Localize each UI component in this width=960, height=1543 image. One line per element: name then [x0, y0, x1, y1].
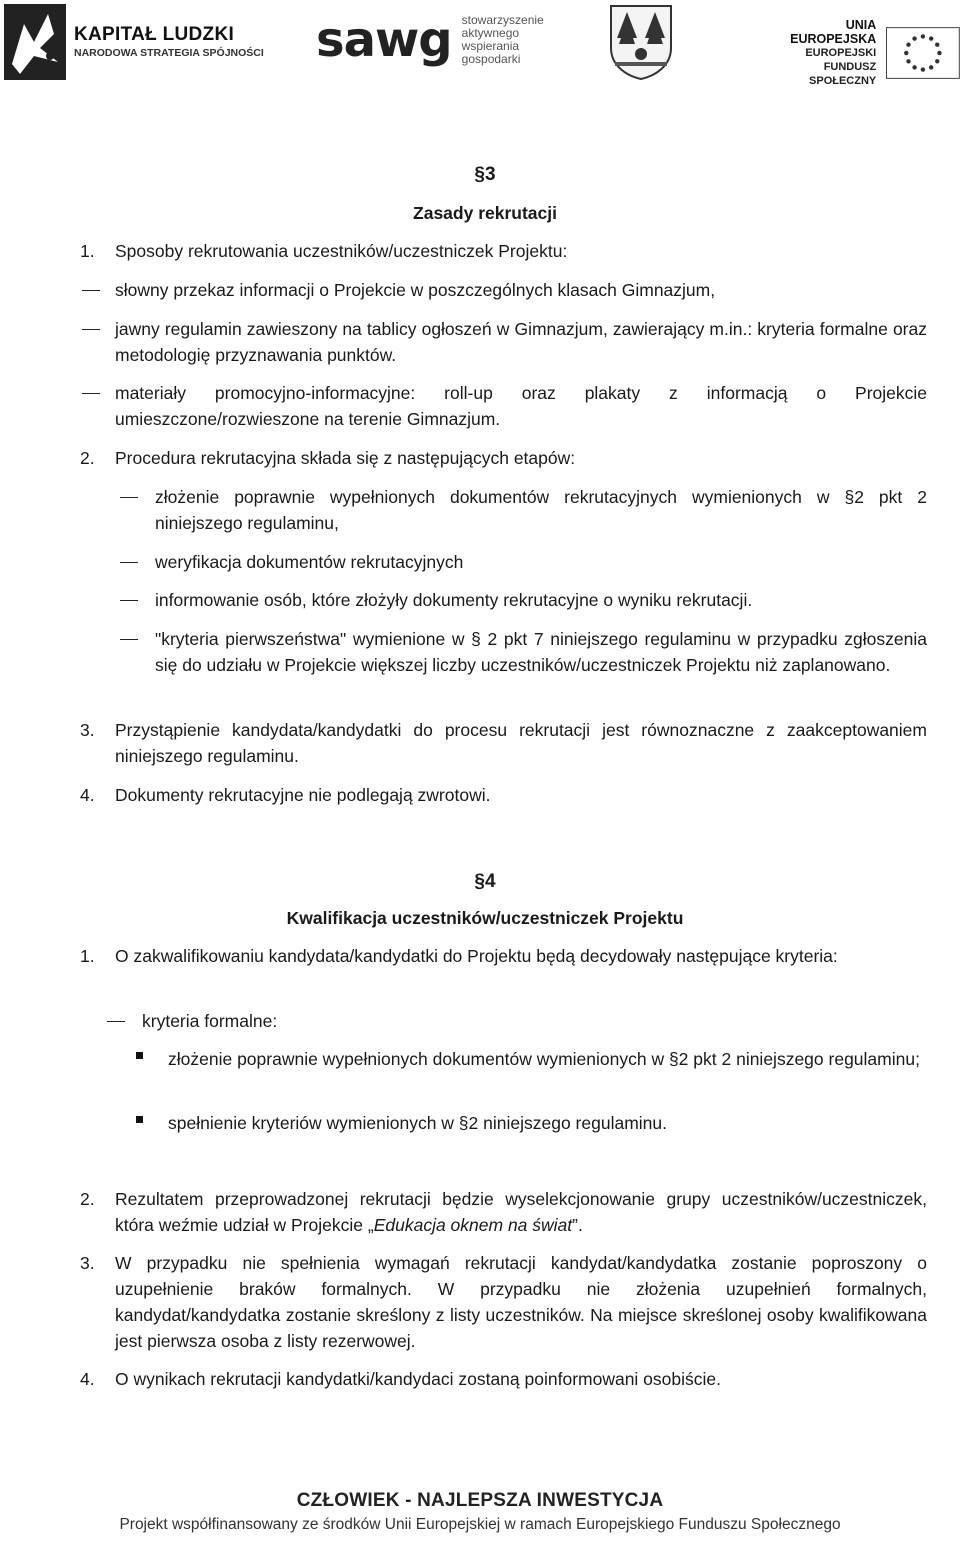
sawg-desc-line: stowarzyszenie	[461, 13, 544, 27]
s3-p4-number: 4.	[80, 785, 95, 805]
square-bullet	[136, 1052, 143, 1059]
s3-p2-item: złożenie poprawnie wypełnionych dokumentów rekrutacyjnych wymienionych w §2 pkt 2 niniejszego regulaminu,	[155, 487, 927, 533]
dash-bullet	[120, 600, 138, 601]
s4-sub-item: złożenie poprawnie wypełnionych dokumentów wymienionych w §2 pkt 2 niniejszego regulaminu;	[168, 1049, 920, 1069]
square-bullet	[136, 1116, 143, 1123]
dash-bullet	[82, 290, 100, 291]
s4-p1-number: 1.	[80, 946, 95, 966]
s4-p2-text-start: Rezultatem przeprowadzonej rekrutacji będzie wyselekcjonowanie grupy uczestników/uczestniczek, która weźmie udział w Projekcie „	[115, 1189, 927, 1235]
kapital-ludzki-title: KAPITAŁ LUDZKI	[74, 24, 235, 46]
s4-sub-label: kryteria formalne:	[142, 1011, 278, 1031]
sawg-desc-line: gospodarki	[461, 52, 521, 66]
s3-p4-text: Dokumenty rekrutacyjne nie podlegają zwrotowi.	[115, 785, 491, 805]
s3-p2-item: informowanie osób, które złożyły dokumenty rekrutacyjne o wyniku rekrutacji.	[155, 590, 753, 610]
dash-bullet	[107, 1021, 125, 1022]
s4-sub-item: spełnienie kryteriów wymienionych w §2 niniejszego regulaminu.	[168, 1113, 667, 1133]
footer-funding-note: Projekt współfinansowany ze środków Unii Europejskiej w ramach Europejskiego Funduszu Społecznego	[119, 1516, 841, 1533]
dash-bullet	[120, 639, 138, 640]
s3-p1-text: Sposoby rekrutowania uczestników/uczestniczek Projektu:	[115, 241, 568, 261]
s3-p1-item: materiały promocyjno-informacyjne: roll-up oraz plakaty z informacją o Projekcie umieszczone/rozwieszone na terenie Gimnazjum.	[115, 383, 927, 429]
eu-union-label: UNIA EUROPEJSKA	[790, 18, 877, 46]
s4-p1-text: O zakwalifikowaniu kandydata/kandydatki do Projektu będą decydowały następujące kryteria:	[115, 946, 838, 966]
s4-p2-text-end: ”.	[572, 1215, 583, 1235]
s4-p2-text	[115, 1186, 927, 1238]
sawg-desc-line: wspierania	[461, 39, 520, 53]
dash-bullet	[120, 562, 138, 563]
section-4-title: Kwalifikacja uczestników/uczestniczek Projektu	[286, 908, 684, 928]
section-3-mark: §3	[474, 164, 496, 185]
sawg-wordmark: sawg	[316, 12, 452, 68]
s3-p2-text: Procedura rekrutacyjna składa się z następujących etapów:	[115, 448, 576, 468]
project-name: Edukacja oknem na świat	[373, 1215, 573, 1235]
s3-p3-text: Przystąpienie kandydata/kandydatki do procesu rekrutacji jest równoznaczne z zaakceptowaniem niniejszego regulaminu.	[115, 720, 927, 766]
footer-slogan: CZŁOWIEK - NAJLEPSZA INWESTYCJA	[296, 1490, 664, 1511]
s4-p4-number: 4.	[80, 1369, 95, 1389]
dash-bullet	[82, 329, 100, 330]
section-3-title: Zasady rekrutacji	[413, 203, 557, 223]
s4-p3-text: W przypadku nie spełnienia wymagań rekrutacji kandydat/kandydatka zostanie poproszony o uzupełnienie braków formalnych. W przypadku nie złożenia uzupełnień formalnych, kandydat/kandydatka zostanie skreślony z listy uczestników. Na miejsce skreślonej osoby kwalifikowana jest pierwsza osoba z listy rezerwowej.	[115, 1253, 927, 1351]
sawg-desc-line: aktywnego	[461, 26, 520, 40]
eu-fund-label-2: FUNDUSZ SPOŁECZNY	[809, 61, 877, 87]
s3-p1-item: słowny przekaz informacji o Projekcie w poszczególnych klasach Gimnazjum,	[115, 280, 716, 300]
s4-p4-text: O wynikach rekrutacji kandydatki/kandydaci zostaną poinformowani osobiście.	[115, 1369, 721, 1389]
eu-fund-label-1: EUROPEJSKI	[805, 47, 877, 59]
s3-p1-item: jawny regulamin zawieszony na tablicy ogłoszeń w Gimnazjum, zawierający m.in.: kryteria formalne oraz metodologię przyznawania punktów.	[115, 319, 927, 365]
s3-p2-item: "kryteria pierwszeństwa" wymienione w § 2 pkt 7 niniejszego regulaminu w przypadku zgłoszenia się do udziału w Projekcie większej liczby uczestników/uczestniczek Projektu niż zaplanowano.	[155, 629, 927, 675]
kapital-ludzki-subtitle: NARODOWA STRATEGIA SPÓJNOŚCI	[74, 47, 264, 60]
s4-p3-number: 3.	[80, 1253, 95, 1273]
s3-p2-number: 2.	[80, 448, 95, 468]
dash-bullet	[120, 497, 138, 498]
s3-p1-number: 1.	[80, 241, 95, 261]
s3-p3-number: 3.	[80, 720, 95, 740]
dash-bullet	[82, 393, 100, 394]
s3-p2-item: weryfikacja dokumentów rekrutacyjnych	[155, 552, 464, 572]
s4-p2-number: 2.	[80, 1189, 95, 1209]
section-4-mark: §4	[474, 871, 496, 892]
page-footer	[0, 1490, 960, 1534]
